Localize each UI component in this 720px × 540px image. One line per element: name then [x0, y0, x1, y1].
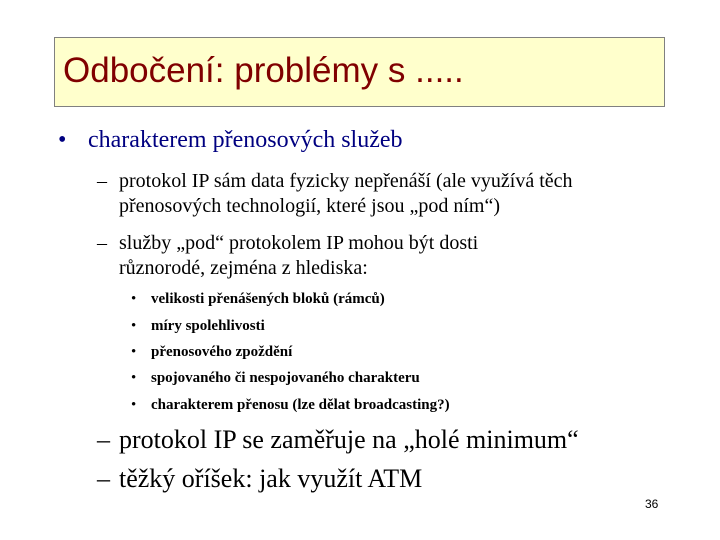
dash-marker: – — [97, 425, 110, 454]
sub-sub-item-text: míry spolehlivosti — [151, 318, 265, 334]
sub-sub-item-text: charakterem přenosu (lze dělat broadcasting?) — [151, 397, 450, 413]
sub-item-large-text: protokol IP se zaměřuje na „holé minimum“ — [119, 425, 579, 454]
dash-marker: – — [97, 464, 110, 493]
sub-sub-item-text: přenosového zpoždění — [151, 344, 293, 360]
bullet-marker: • — [131, 344, 137, 360]
bullet-marker: • — [131, 291, 137, 307]
bullet-marker: • — [131, 318, 137, 334]
bullet-marker: • — [58, 127, 67, 153]
page-number: 36 — [645, 497, 659, 511]
bullet-text: charakterem přenosových služeb — [88, 127, 403, 153]
sub-item-large-text: těžký oříšek: jak využít ATM — [119, 464, 423, 493]
slide-title: Odbočení: problémy s ..... — [63, 51, 464, 90]
bullet-marker: • — [131, 370, 137, 386]
dash-marker: – — [97, 232, 107, 254]
sub-item-text: služby „pod“ protokolem IP mohou být dosti různorodé, zejména z hlediska: — [119, 232, 479, 279]
dash-marker: – — [97, 170, 107, 192]
title-box — [54, 37, 665, 107]
sub-sub-item-text: spojovaného či nespojovaného charakteru — [151, 370, 420, 386]
sub-sub-item-text: velikosti přenášených bloků (rámců) — [151, 291, 385, 307]
sub-item-text: protokol IP sám data fyzicky nepřenáší (ale využívá těch přenosových technologií, které jsou „pod ním“) — [119, 170, 573, 217]
bullet-marker: • — [131, 397, 137, 413]
